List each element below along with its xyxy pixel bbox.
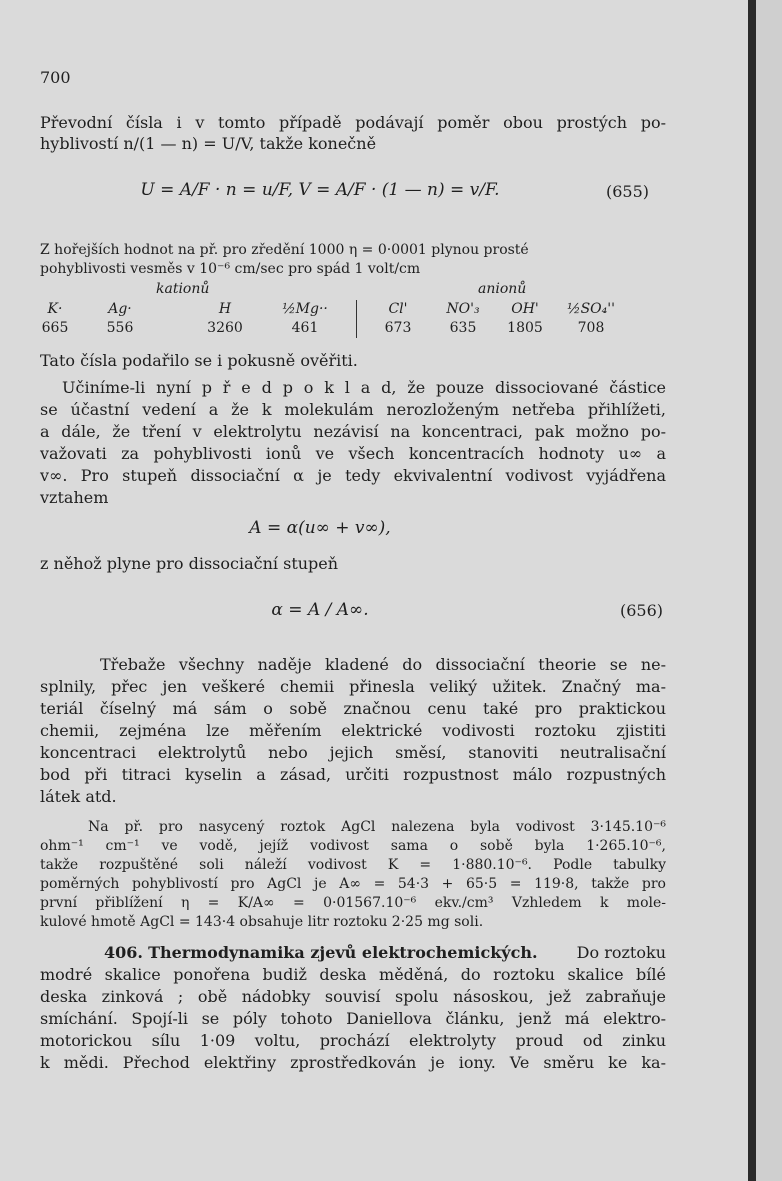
section-line-4: motorickou sílu 1·09 voltu, prochází elektrolyty proud od zinku	[40, 1031, 666, 1050]
para3-line-1: Třebaže všechny naděje kladené do dissociační theorie se ne-	[100, 655, 666, 674]
cation-ion: ½Mg··	[282, 301, 328, 317]
anion-value: 1805	[507, 320, 543, 336]
para2-line-1: Učiníme-li nyní p ř e d p o k l a d, že pouze dissociované částice	[62, 378, 666, 397]
para3-line-3: teriál číselný má sám o sobě značnou cenu také pro praktickou	[40, 699, 666, 718]
dissoc-line: z něhož plyne pro dissociační stupeň	[40, 554, 339, 573]
anion-value: 635	[449, 320, 477, 336]
anion-ion: Cl'	[388, 301, 408, 317]
note-line-1: Z hořejších hodnot na př. pro zředění 1000 η = 0·0001 plynou prosté	[40, 242, 529, 258]
page-edge-shadow	[748, 0, 756, 1181]
section-title: Thermodynamika zjevů elektrochemických.	[148, 943, 538, 962]
section-first-line-rest: Do roztoku	[576, 943, 666, 962]
section-line-5: k mědi. Přechod elektřiny zprostředkován je iony. Ve směru ke ka-	[40, 1053, 666, 1072]
para2-line-3: a dále, že tření v elektrolytu nezávisí na koncentraci, pak možno po-	[40, 422, 666, 441]
cation-value: 461	[291, 320, 319, 336]
anion-value: 708	[577, 320, 605, 336]
cation-value: 556	[106, 320, 134, 336]
next-page-edge	[756, 0, 782, 1181]
para3-line-6: bod při titraci kyselin a zásad, určiti rozpustnost málo rozpustných	[40, 765, 666, 784]
section-line-3: smíchání. Spojí-li se póly tohoto Daniellova článku, jenž má elektro-	[40, 1009, 666, 1028]
equation-655-number: (655)	[606, 182, 650, 201]
para4-line-2: ohm⁻¹ cm⁻¹ ve vodě, jejíž vodivost sama o sobě byla 1·265.10⁻⁶,	[40, 838, 666, 854]
para4-line-1: Na př. pro nasycený roztok AgCl nalezena byla vodivost 3·145.10⁻⁶	[88, 819, 666, 835]
para3-line-5: koncentraci elektrolytů nebo jejich směsí, stanoviti neutralisační	[40, 743, 666, 762]
para2-line-6: vztahem	[40, 488, 109, 507]
cation-value: 3260	[207, 320, 243, 336]
intro-line-2: hyblivostí n/(1 — n) = U/V, takže konečně	[40, 134, 377, 153]
cation-ion: Ag·	[108, 301, 132, 317]
equation-a: A = α(u∞ + v∞),	[249, 518, 391, 538]
para3-line-7: látek atd.	[40, 787, 117, 806]
equation-656-number: (656)	[620, 601, 664, 620]
section-number: 406.	[104, 943, 143, 962]
cation-ion: H	[218, 301, 232, 317]
para3-line-4: chemii, zejména lze měřením elektrické vodivosti roztoku zjistiti	[40, 721, 666, 740]
anion-ion: OH'	[511, 301, 539, 317]
anion-ion: ½SO₄''	[567, 301, 615, 317]
para2-line-2: se účastní vedení a že k molekulám nerozloženým netřeba přihlížeti,	[40, 400, 666, 419]
para2-line-4: važovati za pohyblivosti ionů ve všech koncentracích hodnoty u∞ a	[40, 444, 666, 463]
table-divider	[356, 300, 357, 338]
anion-header: anionů	[478, 281, 527, 297]
cation-header: kationů	[156, 281, 210, 297]
verify-line: Tato čísla podařilo se i pokusně ověřiti.	[40, 351, 358, 370]
section-heading-line	[104, 942, 666, 963]
para4-line-4: poměrných pohyblivostí pro AgCl je A∞ = 54·3 + 65·5 = 119·8, takže pro	[40, 876, 666, 892]
para2-line-5: v∞. Pro stupeň dissociační α je tedy ekvivalentní vodivost vyjádřena	[40, 466, 666, 485]
page-number: 700	[40, 68, 71, 87]
section-line-2: deska zinková ; obě nádobky souvisí spolu násoskou, jež zabraňuje	[40, 987, 666, 1006]
para3-line-2: splnily, přec jen veškeré chemii přinesla veliký užitek. Značný ma-	[40, 677, 666, 696]
equation-656: α = A / A∞.	[271, 600, 369, 620]
cation-value: 665	[41, 320, 69, 336]
section-line-1: modré skalice ponořena budiž deska měděná, do roztoku skalice bílé	[40, 965, 666, 984]
note-line-2: pohyblivosti vesměs v 10⁻⁶ cm/sec pro spád 1 volt/cm	[40, 261, 421, 277]
equation-655: U = A/F · n = u/F, V = A/F · (1 — n) = v/F.	[140, 180, 500, 200]
para4-line-6: kulové hmotě AgCl = 143·4 obsahuje litr roztoku 2·25 mg soli.	[40, 914, 484, 930]
cation-ion: K·	[47, 301, 63, 317]
para4-line-5: první přiblížení η = K/A∞ = 0·01567.10⁻⁶ ekv./cm³ Vzhledem k mole-	[40, 895, 666, 911]
para4-line-3: takže rozpuštěné soli náleží vodivost K = 1·880.10⁻⁶. Podle tabulky	[40, 857, 666, 873]
anion-value: 673	[384, 320, 412, 336]
intro-line-1: Převodní čísla i v tomto případě podávají poměr obou prostých po-	[40, 113, 666, 132]
anion-ion: NO'₃	[446, 301, 480, 317]
